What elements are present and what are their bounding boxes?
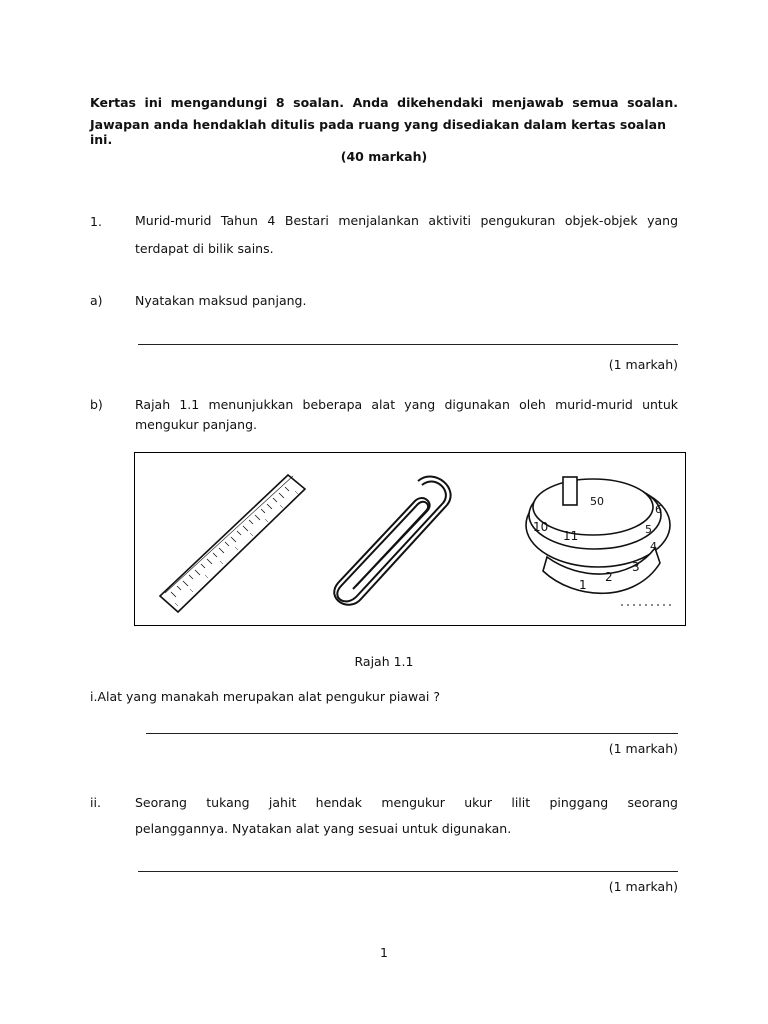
- tape-mark-3: 3: [632, 560, 640, 574]
- tape-mark-5: 5: [645, 523, 652, 536]
- answer-line-i[interactable]: [146, 733, 678, 734]
- sub-question-ii-text-line-2: pelanggannya. Nyatakan alat yang sesuai untuk digunakan.: [135, 821, 512, 836]
- sub-question-i-text: i.Alat yang manakah merupakan alat pengukur piawai ?: [90, 689, 440, 704]
- tape-mark-50: 50: [590, 495, 604, 508]
- figure-illustration: [135, 453, 684, 624]
- part-a-text: Nyatakan maksud panjang.: [135, 293, 307, 308]
- sub-question-ii-label: ii.: [90, 795, 101, 810]
- question-number: 1.: [90, 214, 102, 229]
- sub-question-ii-text-line-1: Seorang tukang jahit hendak mengukur ukur lilit pinggang seorang: [135, 795, 678, 810]
- tape-mark-4: 4: [650, 540, 657, 553]
- ruler-icon: [160, 475, 305, 612]
- figure-box: [134, 452, 686, 626]
- page-number: 1: [380, 945, 388, 960]
- measuring-tape-icon: [526, 477, 675, 605]
- answer-line-ii[interactable]: [138, 871, 678, 872]
- tape-mark-1: 1: [579, 578, 587, 592]
- sub-question-ii-marks: (1 markah): [608, 879, 678, 894]
- part-b-text-line-1: Rajah 1.1 menunjukkan beberapa alat yang digunakan oleh murid-murid untuk: [135, 397, 678, 412]
- figure-caption: Rajah 1.1: [354, 654, 414, 669]
- tape-mark-2: 2: [605, 570, 613, 584]
- part-a-marks: (1 markah): [608, 357, 678, 372]
- sub-question-i-marks: (1 markah): [608, 741, 678, 756]
- part-b-text-line-2: mengukur panjang.: [135, 417, 258, 432]
- question-text-line-1: Murid-murid Tahun 4 Bestari menjalankan aktiviti pengukuran objek-objek yang: [135, 213, 678, 228]
- tape-mark-6: 6: [655, 503, 662, 516]
- instruction-line-1: Kertas ini mengandungi 8 soalan. Anda dikehendaki menjawab semua soalan.: [90, 95, 678, 110]
- tape-mark-11: 11: [563, 529, 579, 543]
- total-marks: (40 markah): [340, 149, 428, 164]
- instruction-line-2: Jawapan anda hendaklah ditulis pada ruang yang disediakan dalam kertas soalan ini.: [90, 117, 666, 147]
- part-b-label: b): [90, 397, 103, 412]
- part-a-label: a): [90, 293, 103, 308]
- question-text-line-2: terdapat di bilik sains.: [135, 241, 274, 256]
- tape-mark-10: 10: [533, 520, 549, 534]
- paper-clip-icon: [334, 477, 450, 605]
- answer-line-a[interactable]: [138, 344, 678, 345]
